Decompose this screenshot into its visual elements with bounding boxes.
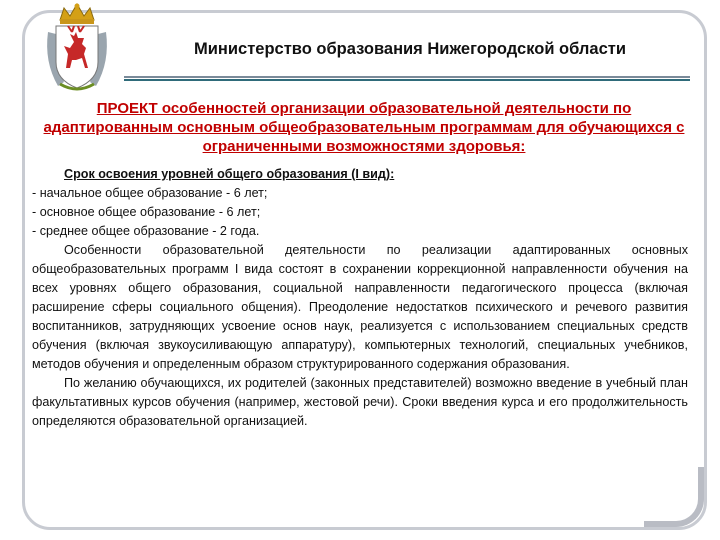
ministry-title: Министерство образования Нижегородской области — [194, 40, 626, 58]
header-divider-accent — [124, 79, 690, 81]
list-item: - основное общее образование - 6 лет; — [32, 205, 261, 219]
project-title: ПРОЕКТ особенностей организации образовательной деятельности по адаптированным основным общеобразовательным программам для обучающихся с ограниченными возможностями здоровья: — [43, 100, 685, 155]
header-divider — [124, 76, 690, 78]
coat-of-arms-icon — [40, 2, 114, 92]
paragraph: По желанию обучающихся, их родителей (законных представителей) возможно введение в учебный план факультативных курсов обучения (например, жестовой речи). Сроки введения курса и его продолжительность определяются образовательной организацией. — [32, 376, 688, 428]
list-item: - начальное общее образование - 6 лет; — [32, 186, 268, 200]
paragraph: Особенности образовательной деятельности по реализации адаптированных основных общеобразовательных программ I вида состоят в сохранении коррекционной направленности обучения на всех уровнях общего образования, социальной направленности педагогического процесса (включая расширение сферы социального общения). Преодоление недостатков психического и речевого развития воспитанников, затрудняющих усвоение основ наук, реализуется с использованием специальных средств обучения (включая звукоусиливающую аппаратуру), компьютерных технологий, специальных учебников, методов обучения и определенным образом структурированного содержания образования. — [32, 243, 688, 371]
list-item: - среднее общее образование - 2 года. — [32, 224, 260, 238]
frame-corner-decoration — [644, 467, 704, 527]
section-subheading: Срок освоения уровней общего образования (I вид): — [64, 167, 395, 181]
document-body — [32, 165, 688, 431]
